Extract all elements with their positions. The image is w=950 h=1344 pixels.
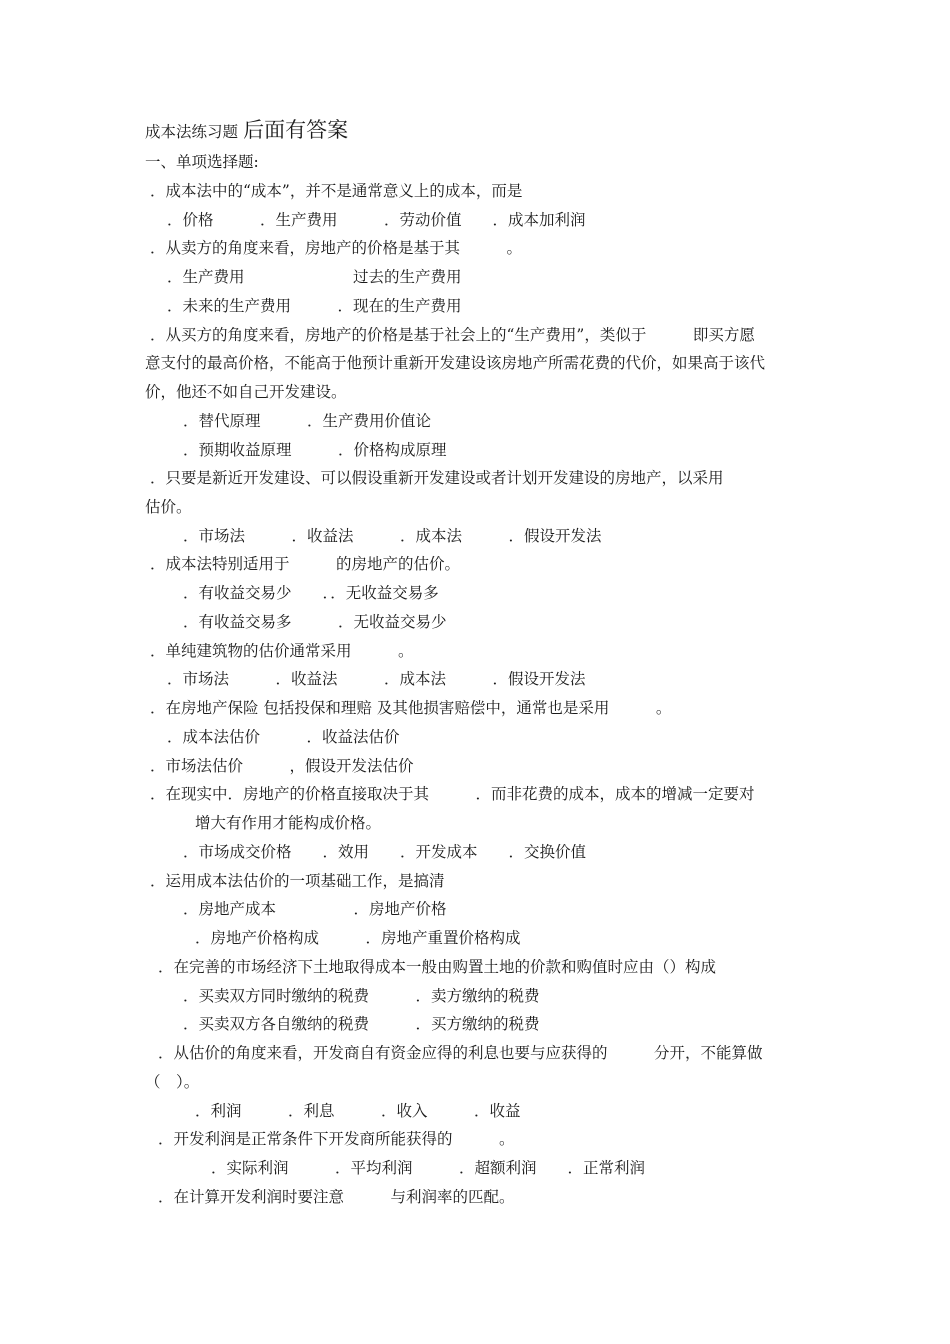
options-3b: ．预期收益原理 ．价格构成原理 [183,441,447,459]
question-9: ．运用成本法估价的一项基础工作，是搞清 [150,872,445,890]
title-main: 成本法练习题 [145,123,239,141]
document-title [145,114,348,144]
options-7a: ．成本法估价 ．收益法估价 [167,728,400,746]
question-12: ．开发利润是正常条件下开发商所能获得的 。 [158,1130,515,1148]
title-note: 后面有答案 [243,118,349,142]
question-13: ．在计算开发利润时要注意 与利润率的匹配。 [158,1188,515,1206]
question-8: ．在现实中．房地产的价格直接取决于其 ．而非花费的成本，成本的增减一定要对 [150,785,755,803]
options-1: ．价格 ．生产费用 ．劳动价值 ．成本加利润 [167,211,586,229]
options-2b: ．未来的生产费用 ．现在的生产费用 [167,297,462,315]
options-10b: ．买卖双方各自缴纳的税费 ．买方缴纳的税费 [183,1015,540,1033]
options-9a: ．房地产成本 ．房地产价格 [183,900,447,918]
section-heading: 一、单项选择题: [145,153,259,171]
options-5a: ．有收益交易少 ．．无收益交易多 [183,584,439,602]
question-6: ．单纯建筑物的估价通常采用 。 [150,642,414,660]
question-3-cont-2: 价，他还不如自己开发建设。 [145,383,347,401]
options-11: ．利润 ．利息 ．收入 ．收益 [195,1102,521,1120]
options-9b: ．房地产价格构成 ．房地产重置价格构成 [195,929,521,947]
options-2a: ．生产费用 过去的生产费用 [167,268,462,286]
question-3: ．从买方的角度来看，房地产的价格是基于社会上的“生产费用”，类似于 即买方愿 [150,326,755,344]
options-5b: ．有收益交易多 ．无收益交易少 [183,613,447,631]
options-7b: ．市场法估价 ，假设开发法估价 [150,757,414,775]
options-12: ．实际利润 ．平均利润 ．超额利润 ．正常利润 [211,1159,646,1177]
question-10: ．在完善的市场经济下土地取得成本一般由购置土地的价款和购值时应由（）构成 [158,958,717,976]
question-1: ．成本法中的“成本”，并不是通常意义上的成本，而是 [150,182,523,200]
question-11-cont: （ ）。 [145,1073,200,1091]
question-4-cont: 估价。 [145,498,192,516]
options-3a: ．替代原理 ．生产费用价值论 [183,412,432,430]
options-10a: ．买卖双方同时缴纳的税费 ．卖方缴纳的税费 [183,987,540,1005]
options-4: ．市场法 ．收益法 ．成本法 ．假设开发法 [183,527,602,545]
question-3-cont-1: 意支付的最高价格，不能高于他预计重新开发建设该房地产所需花费的代价，如果高于该代 [145,354,766,372]
question-8-cont: 增大有作用才能构成价格。 [195,814,382,832]
question-11: ．从估价的角度来看，开发商自有资金应得的利息也要与应获得的 分开，不能算做 [158,1044,763,1062]
options-8: ．市场成交价格 ．效用 ．开发成本 ．交换价值 [183,843,587,861]
question-4: ．只要是新近开发建设、可以假设重新开发建设或者计划开发建设的房地产，以采用 [150,469,724,487]
options-6: ．市场法 ．收益法 ．成本法 ．假设开发法 [167,670,586,688]
question-5: ．成本法特别适用于 的房地产的估价。 [150,555,461,573]
question-2: ．从卖方的角度来看，房地产的价格是基于其 。 [150,239,523,257]
question-7: ．在房地产保险 包括投保和理赔 及其他损害赔偿中，通常也是采用 。 [150,699,672,717]
